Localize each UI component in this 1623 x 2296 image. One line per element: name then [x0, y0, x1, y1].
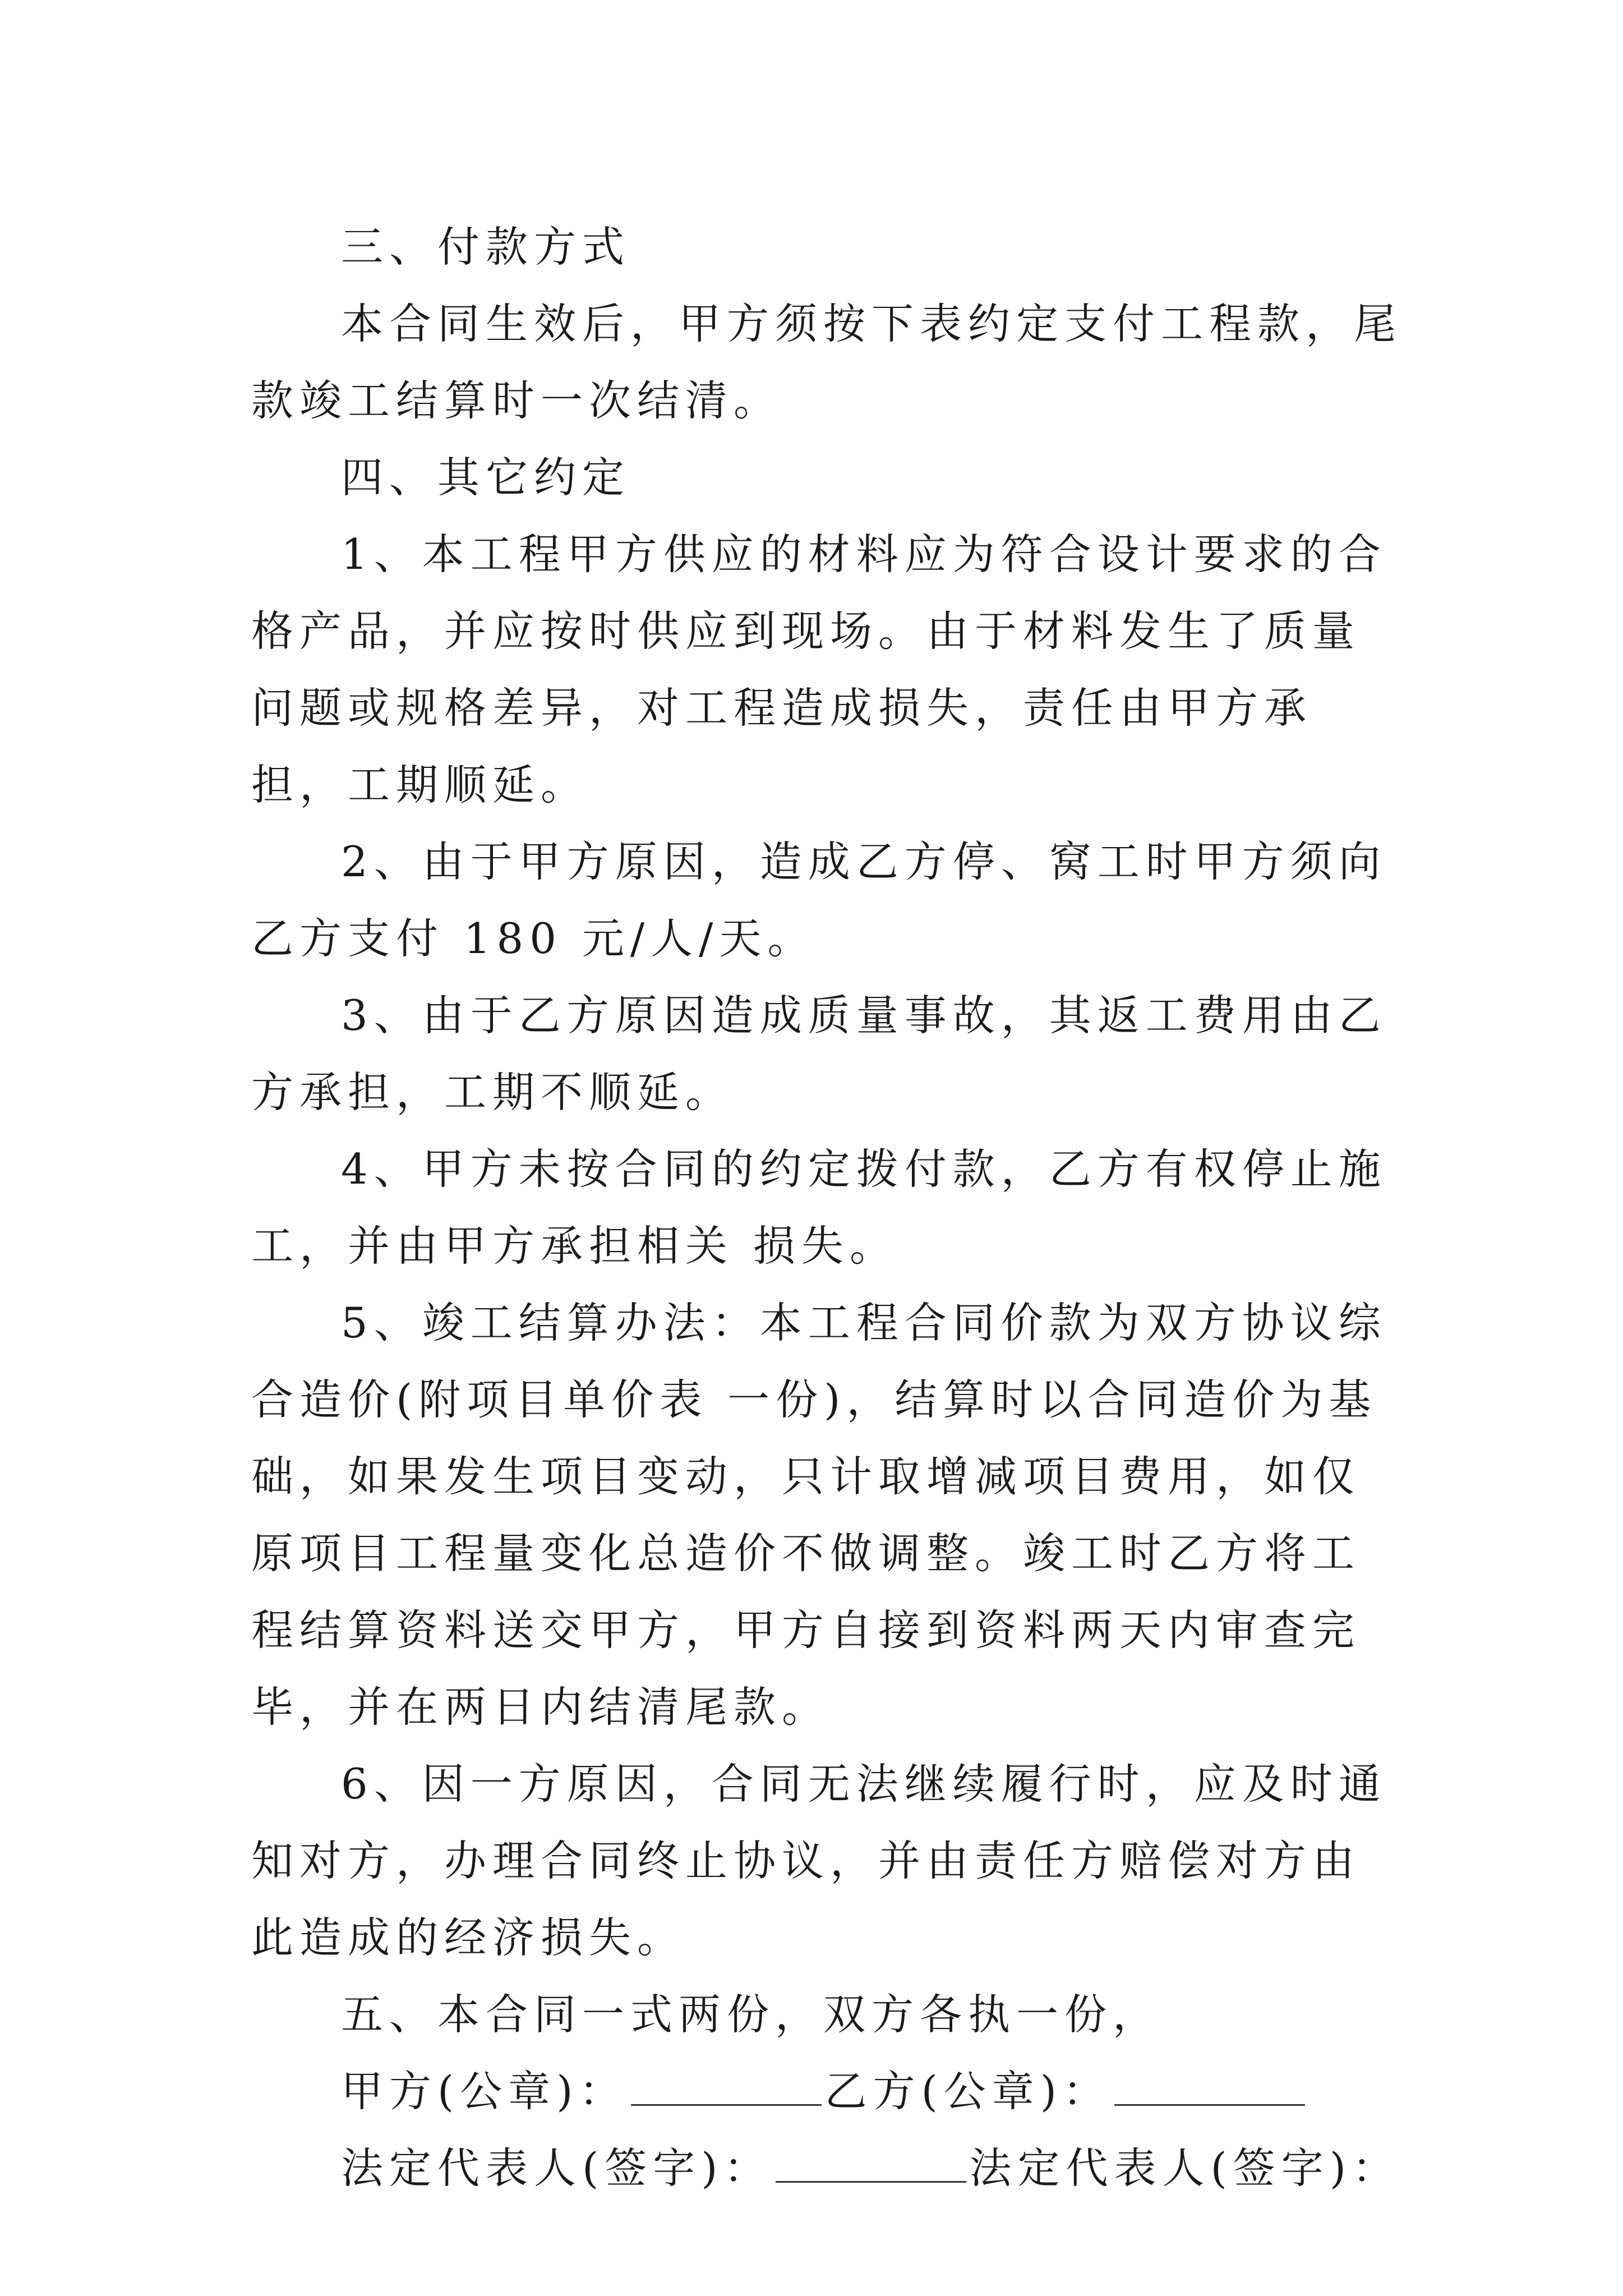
party-a-seal-label: 甲方(公章)：	[341, 2067, 628, 2116]
clause-6: 6、因一方原因，合同无法继续履行时，应及时通知对方，办理合同终止协议，并由责任方赔偿对方由此造成的经济损失。	[251, 1759, 1387, 1962]
contract-body	[251, 209, 1407, 2207]
clause-2: 2、由于甲方原因，造成乙方停、窝工时甲方须向乙方支付 180 元/人/天。	[251, 837, 1387, 963]
clause-4: 4、甲方未按合同的约定拨付款，乙方有权停止施工，并由甲方承担相关 损失。	[251, 1144, 1387, 1271]
legal-rep-a-blank	[776, 2177, 966, 2183]
party-a-seal-blank	[631, 2100, 822, 2106]
payment-text: 本合同生效后，甲方须按下表约定支付工程款，尾款竣工结算时一次结清。	[251, 299, 1403, 425]
other-agreements-heading: 四、其它约定	[341, 453, 631, 502]
copies-clause: 五、本合同一式两份，双方各执一份，	[341, 1990, 1161, 2039]
clause-5: 5、竣工结算办法：本工程合同价款为双方协议综合造价(附项目单价表 一份)，结算时以合同造价为基础，如果发生项目变动，只计取增减项目费用，如仅原项目工程量变化总造价不做调整。竣工时乙方将工程结算资料送交甲方，甲方自接到资料两天内审查完毕，并在两日内结清尾款。	[251, 1298, 1387, 1732]
payment-heading: 三、付款方式	[341, 222, 631, 272]
party-b-seal-blank	[1114, 2100, 1305, 2106]
legal-rep-b-label: 法定代表人(签字)：	[969, 2143, 1401, 2193]
legal-rep-a-label: 法定代表人(签字)：	[341, 2143, 772, 2193]
clause-3: 3、由于乙方原因造成质量事故，其返工费用由乙方承担，工期不顺延。	[251, 991, 1387, 1117]
party-b-seal-label: 乙方(公章)：	[824, 2067, 1112, 2116]
legal-rep-line	[251, 2130, 1407, 2207]
clause-1: 1、本工程甲方供应的材料应为符合设计要求的合格产品，并应按时供应到现场。由于材料发生了质量问题或规格差异，对工程造成损失，责任由甲方承担，工期顺延。	[251, 530, 1387, 809]
seal-line	[251, 2053, 1407, 2130]
